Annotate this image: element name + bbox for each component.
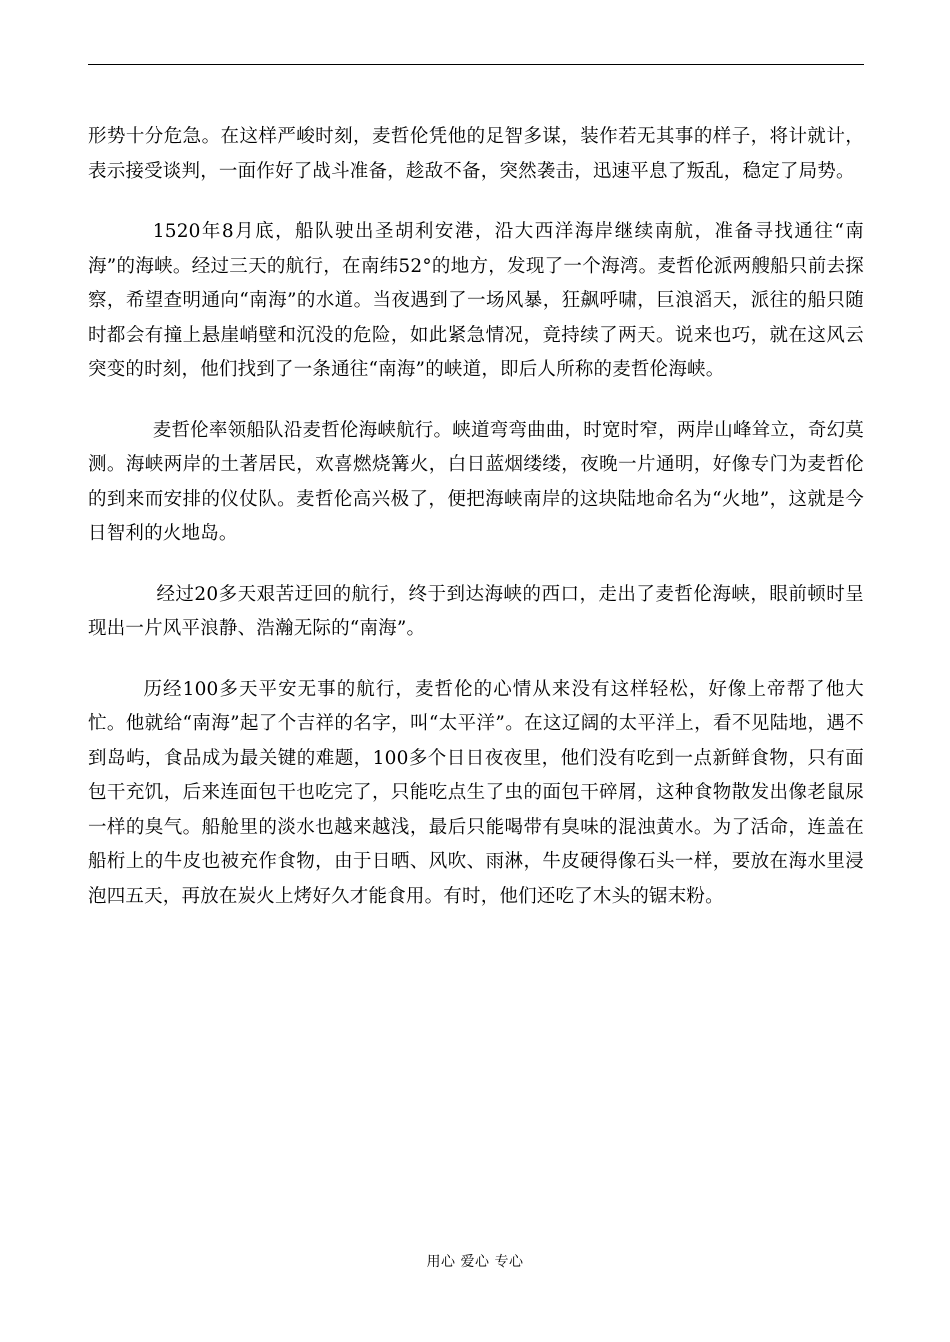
- document-body: [88, 120, 864, 914]
- paragraph-2: 1520年8月底，船队驶出圣胡利安港，沿大西洋海岸继续南航，准备寻找通往“南海”的海峡。经过三天的航行，在南纬52°的地方，发现了一个海湾。麦哲伦派两艘船只前去探察，希望查明通向“南海”的水道。当夜遇到了一场风暴，狂飙呼啸，巨浪滔天，派往的船只随时都会有撞上悬崖峭壁和沉没的危险，如此紧急情况，竟持续了两天。说来也巧，就在这风云突变的时刻，他们找到了一条通往“南海”的峡道，即后人所称的麦哲伦海峡。: [88, 221, 864, 380]
- page-footer: 用心 爱心 专心: [426, 1254, 524, 1270]
- paragraph-3: 麦哲伦率领船队沿麦哲伦海峡航行。峡道弯弯曲曲，时宽时窄，两岸山峰耸立，奇幻莫测。海峡两岸的土著居民，欢喜燃烧篝火，白日蓝烟缕缕，夜晚一片通明，好像专门为麦哲伦的到来而安排的仪仗队。麦哲伦高兴极了，便把海峡南岸的这块陆地命名为“火地”，这就是今日智利的火地岛。: [88, 419, 864, 544]
- paragraph-1: 形势十分危急。在这样严峻时刻，麦哲伦凭他的足智多谋，装作若无其事的样子，将计就计，表示接受谈判，一面作好了战斗准备，趁敌不备，突然袭击，迅速平息了叛乱，稳定了局势。: [88, 126, 864, 182]
- paragraph-5: 历经100多天平安无事的航行，麦哲伦的心情从来没有这样轻松，好像上帝帮了他大忙。他就给“南海”起了个吉祥的名字，叫“太平洋”。在这辽阔的太平洋上，看不见陆地，遇不到岛屿，食品成为最关键的难题，100多个日日夜夜里，他们没有吃到一点新鲜食物，只有面包干充饥，后来连面包干也吃完了，只能吃点生了虫的面包干碎屑，这种食物散发出像老鼠尿一样的臭气。船舱里的淡水也越来越浅，最后只能喝带有臭味的混浊黄水。为了活命，连盖在船桁上的牛皮也被充作食物，由于日晒、风吹、雨淋，牛皮硬得像石头一样，要放在海水里浸泡四五天，再放在炭火上烤好久才能食用。有时，他们还吃了木头的锯末粉。: [88, 678, 864, 907]
- header-rule: [88, 64, 864, 65]
- paragraph-4: 经过20多天艰苦迂回的航行，终于到达海峡的西口，走出了麦哲伦海峡，眼前顿时呈现出一片风平浪静、浩瀚无际的“南海”。: [88, 583, 864, 639]
